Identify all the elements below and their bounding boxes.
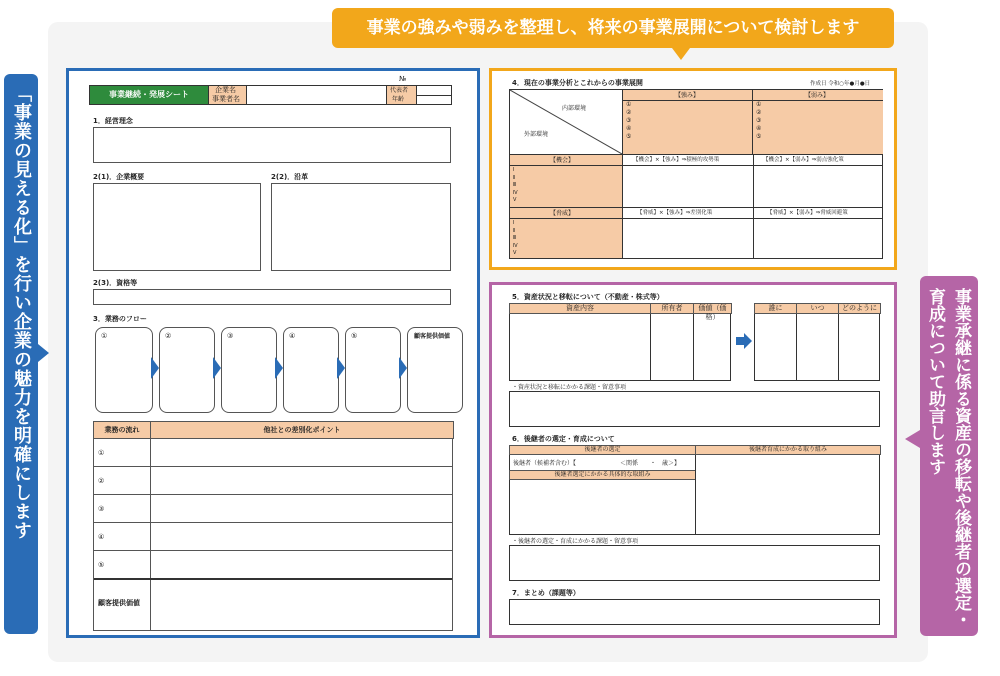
flow-arrow-icon — [151, 357, 159, 379]
num: ③ — [756, 117, 762, 124]
num: ④ — [756, 125, 762, 132]
weaknesses-cell[interactable] — [752, 90, 883, 154]
roman: Ⅴ — [513, 197, 517, 203]
flow-step-label: ⑤ — [351, 332, 358, 340]
swot-title: 4．現在の事業分析とこれからの事業展開 — [512, 79, 643, 87]
table-row-line — [94, 578, 452, 580]
history-box[interactable] — [271, 183, 451, 271]
callout-business-visualization — [4, 74, 38, 634]
assets-vsep — [693, 314, 694, 380]
flow-arrow-icon — [399, 357, 407, 379]
successor-title: 6．後継者の選定・育成について — [512, 435, 615, 443]
roman: Ⅱ — [513, 227, 516, 234]
table-last-label: 顧客提供価値 — [98, 599, 140, 607]
transfer-arrow-icon — [736, 333, 752, 349]
rep-label: 代表者 — [390, 87, 409, 94]
callout-top-arrow — [672, 48, 690, 60]
wt-label: 【脅威】×【弱み】⇒脅威回避策 — [767, 210, 848, 216]
st-label: 【脅威】×【強み】⇒差別化策 — [637, 210, 713, 216]
flow-step-4[interactable] — [283, 327, 339, 413]
flow-arrow-icon — [213, 357, 221, 379]
successor-table — [509, 445, 880, 535]
successor-issue-box[interactable] — [509, 545, 880, 581]
swot-date: 作成日 令和○年●月●日 — [810, 81, 871, 87]
philosophy-box[interactable] — [93, 127, 451, 163]
table-header-flow: 業務の流れ — [93, 421, 151, 439]
assets-header-content: 資産内容 — [509, 303, 651, 314]
transfer-vsep — [796, 314, 797, 380]
section-qualifications-title: 2(3)．資格等 — [93, 279, 138, 287]
roman: Ⅰ — [513, 167, 515, 173]
num: ③ — [626, 117, 632, 124]
num: ⑤ — [756, 133, 762, 140]
flow-step-1[interactable] — [95, 327, 153, 413]
section-history-title: 2(2)．沿革 — [271, 173, 309, 181]
age-field[interactable] — [416, 95, 452, 104]
differentiation-table — [93, 421, 453, 631]
business-sheet-panel — [66, 68, 480, 638]
flow-customer-value[interactable] — [407, 327, 463, 413]
transfer-header-who: 誰に — [754, 303, 797, 314]
swot-grid — [509, 89, 883, 259]
sheet-header-row — [89, 85, 452, 105]
table-row-line — [94, 550, 452, 551]
assets-vsep — [650, 314, 651, 380]
threats-roman — [513, 220, 521, 258]
weaknesses-numbers — [756, 101, 766, 141]
callout-left-text: 「事業の見える化」を行い企業の魅力を明確にします — [11, 84, 32, 540]
section-philosophy-title: 1．経営理念 — [93, 117, 133, 125]
callout-asset-transfer — [920, 276, 978, 636]
flow-step-2[interactable] — [159, 327, 215, 413]
threat-sep — [510, 218, 622, 219]
num: ⑤ — [626, 133, 632, 140]
assets-table[interactable] — [509, 303, 731, 381]
roman: Ⅲ — [513, 182, 517, 188]
strengths-cell[interactable] — [622, 90, 753, 154]
external-env-label: 外部環境 — [524, 131, 549, 138]
section-overview-title: 2(1)．企業概要 — [93, 173, 145, 181]
summary-title: 7．まとめ（課題等） — [512, 589, 580, 597]
assets-header-value: 価値（価格） — [693, 303, 732, 314]
table-row-line — [94, 522, 452, 523]
table-row-label: ① — [98, 449, 105, 457]
sheet-title: 事業継続・発展シート — [90, 86, 208, 104]
qualifications-box[interactable] — [93, 289, 451, 305]
st-wt-row — [622, 208, 883, 258]
internal-env-label: 内部環境 — [562, 105, 587, 112]
flow-arrow-icon — [275, 357, 283, 379]
successor-specific-header: 後継者選定にかかる具体的な取組み — [509, 470, 696, 480]
company-label-cell — [208, 86, 247, 104]
table-row-label: ② — [98, 477, 105, 485]
callout-left-arrow — [38, 344, 49, 362]
strengths-label: 【強み】 — [675, 92, 700, 99]
transfer-header-when: いつ — [796, 303, 839, 314]
roman: Ⅱ — [513, 174, 516, 181]
roman: Ⅲ — [513, 235, 517, 241]
flow-step-label: ① — [101, 332, 108, 340]
succession-panel — [489, 282, 897, 638]
flow-arrow-icon — [337, 357, 345, 379]
num: ② — [626, 109, 632, 116]
assets-title: 5．資産状況と移転について（不動産・株式等） — [512, 293, 664, 301]
threats-cell[interactable] — [510, 208, 622, 258]
transfer-table[interactable] — [754, 303, 880, 381]
num: ④ — [626, 125, 632, 132]
owner-label: 事業者名 — [212, 95, 240, 103]
table-row-line — [94, 494, 452, 495]
flow-step-label: ④ — [289, 332, 296, 340]
assets-header-owner: 所有者 — [650, 303, 694, 314]
num: ① — [756, 101, 762, 108]
successor-vsep — [695, 455, 696, 534]
assets-issue-label: ・資産状況と移転にかかる課題・留意事項 — [512, 384, 627, 391]
roman: Ⅰ — [513, 220, 515, 226]
rep-label-cell — [386, 86, 417, 104]
flow-step-3[interactable] — [221, 327, 277, 413]
opportunities-label: 【機会】 — [550, 157, 575, 164]
roman: Ⅳ — [513, 242, 518, 249]
company-name-field[interactable] — [246, 86, 387, 104]
num: ② — [756, 109, 762, 116]
age-label: 年齢 — [392, 96, 405, 103]
flow-step-5[interactable] — [345, 327, 401, 413]
so-vsep — [753, 155, 754, 207]
roman: Ⅴ — [513, 250, 517, 256]
strengths-sep — [623, 100, 753, 101]
sheet-number-label: № — [399, 75, 407, 83]
weaknesses-label: 【弱み】 — [805, 92, 830, 99]
callout-right-text: 事業承継に係る資産の移転や後継者の選定・育成について助言します — [925, 288, 971, 628]
so-label: 【機会】×【強み】⇒積極的攻勢策 — [633, 157, 720, 163]
num: ① — [626, 101, 632, 108]
company-label: 企業名 — [215, 86, 236, 94]
successor-issue-label: ・後継者の選定・育成にかかる課題・留意事項 — [512, 538, 639, 545]
summary-box[interactable] — [509, 599, 880, 625]
table-divider — [150, 439, 151, 631]
successor-candidate-label[interactable]: 後継者（候補者含む）【 — [513, 460, 577, 467]
flow-step-label: ② — [165, 332, 172, 340]
swot-diagonal — [510, 90, 622, 154]
assets-issue-box[interactable] — [509, 391, 880, 427]
wo-label: 【機会】×【弱み】⇒弱点強化策 — [763, 157, 844, 163]
successor-train-header: 後継者育成にかかる取り組み — [695, 445, 881, 455]
table-row-label: ④ — [98, 533, 105, 541]
weaknesses-sep — [753, 100, 883, 101]
callout-strengths-weaknesses: 事業の強みや弱みを整理し、将来の事業展開について検討します — [332, 8, 894, 48]
table-row-label: ⑤ — [98, 561, 105, 569]
so-wo-row — [622, 155, 883, 207]
section-flow-title: 3．業務のフロー — [93, 315, 147, 323]
opp-sep — [510, 165, 622, 166]
swot-panel — [489, 68, 897, 270]
successor-select-header: 後継者の選定 — [509, 445, 696, 455]
flow-step-label: ③ — [227, 332, 234, 340]
roman: Ⅳ — [513, 189, 518, 196]
table-row-label: ③ — [98, 505, 105, 513]
strengths-numbers — [626, 101, 636, 141]
successor-relation-label[interactable]: ＜関係 ・ 歳＞】 — [620, 460, 681, 467]
table-header-diff: 他社との差別化ポイント — [150, 421, 454, 439]
callout-right-arrow — [905, 430, 920, 448]
transfer-header-how: どのように — [838, 303, 881, 314]
st-vsep — [753, 208, 754, 258]
opportunities-roman — [513, 167, 521, 205]
overview-box[interactable] — [93, 183, 261, 271]
opportunities-cell[interactable] — [510, 155, 622, 207]
threats-label: 【脅威】 — [550, 210, 575, 217]
transfer-vsep — [838, 314, 839, 380]
flow-last-label: 顧客提供価値 — [414, 333, 451, 340]
table-row-line — [94, 466, 452, 467]
